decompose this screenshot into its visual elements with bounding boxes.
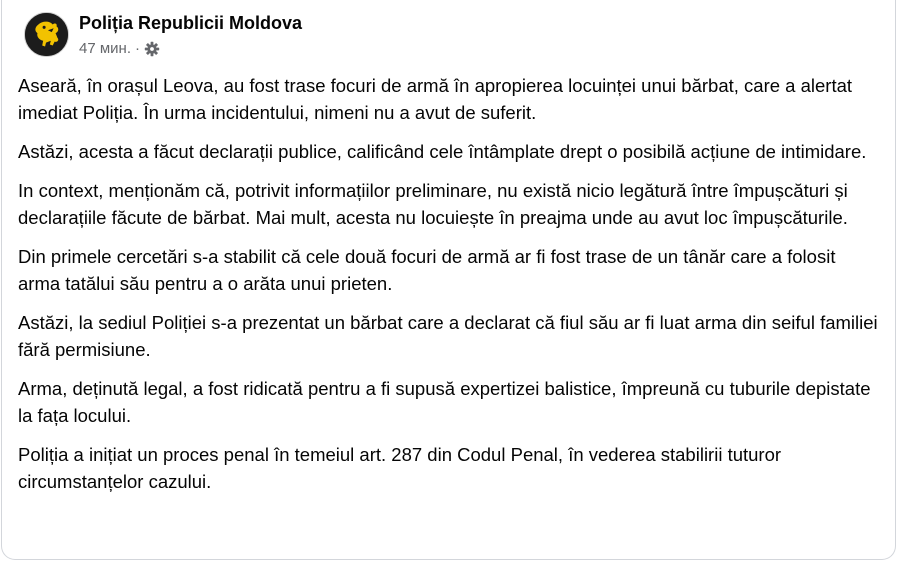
post-paragraph: Aseară, în orașul Leova, au fost trase focuri de armă în apropierea locuinței unui bărbat, care a alertat imediat Poliția. În urma incidentului, nimeni nu a avut de suferit. (18, 75, 853, 123)
separator-dot: · (135, 40, 140, 57)
police-lion-logo-icon (25, 13, 68, 56)
post-card (1, 0, 896, 560)
post-paragraph: In context, menționăm că, potrivit informațiilor preliminare, nu există nicio legătură între împușcături și declarațiile făcute de bărbat. Mai mult, acesta nu locuiește în preajma unde au avut loc împușcăturile. (18, 180, 848, 228)
post-paragraph: Astăzi, acesta a făcut declarații publice, calificând cele întâmplate drept o posibilă acțiune de intimidare. (18, 141, 867, 162)
post-paragraph: Arma, deținută legal, a fost ridicată pentru a fi supusă expertizei balistice, împreună cu tuburile depistate la fața locului. (18, 378, 871, 426)
post-timestamp[interactable]: 47 мин. (79, 40, 131, 57)
page-avatar[interactable] (24, 12, 69, 57)
post-paragraph: Astăzi, la sediul Poliției s-a prezentat un bărbat care a declarat că fiul său ar fi luat arma din seiful familiei fără permisiune. (18, 312, 878, 360)
post-subline (79, 40, 302, 58)
page-name-link[interactable]: Poliția Republicii Moldova (79, 13, 303, 33)
gear-icon[interactable] (144, 41, 160, 57)
post-header (24, 12, 302, 60)
post-paragraph: Din primele cercetări s-a stabilit că cele două focuri de armă ar fi fost trase de un tânăr care a folosit arma tatălui său pentru a o arăta unui prieten. (18, 246, 836, 294)
post-body (18, 72, 880, 507)
post-meta (79, 12, 302, 58)
post-paragraph: Poliția a inițiat un proces penal în temeiul art. 287 din Codul Penal, în vederea stabilirii tuturor circumstanțelor cazului. (18, 444, 782, 492)
